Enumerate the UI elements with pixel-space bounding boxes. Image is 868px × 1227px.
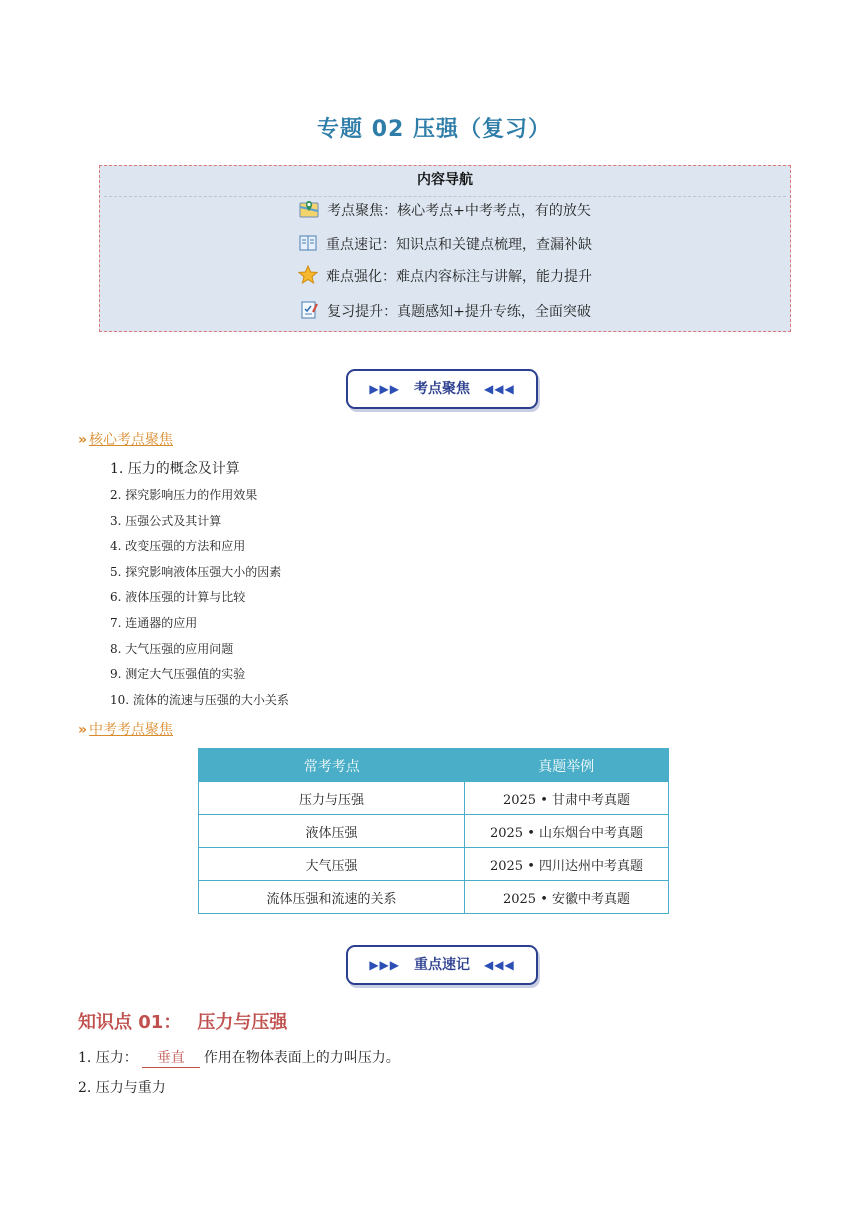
page-title: 专题 02 压强（复习） xyxy=(317,117,551,142)
map-pin-icon xyxy=(299,199,319,219)
list-item: 8. 大气压强的应用问题 xyxy=(110,641,234,656)
core-topic-list xyxy=(110,455,289,713)
table-header-cell: 真题举例 xyxy=(465,749,669,783)
arrow-right-icon: ▶▶▶ xyxy=(369,958,400,972)
table-cell: 液体压强 xyxy=(199,815,465,848)
section-badge-memo xyxy=(346,945,538,985)
arrow-left-icon: ◀◀◀ xyxy=(484,958,515,972)
arrow-right-icon: ▶▶▶ xyxy=(369,382,400,396)
table-cell: 2025 • 甘肃中考真题 xyxy=(465,782,669,815)
list-item: 7. 连通器的应用 xyxy=(110,615,198,630)
para-suffix: 作用在物体表面上的力叫压力。 xyxy=(203,1050,400,1066)
section-badge-focus xyxy=(346,369,538,409)
table-row xyxy=(199,815,669,848)
table-header-cell: 常考考点 xyxy=(199,749,465,783)
exam-section-heading xyxy=(78,719,173,739)
arrow-left-icon: ◀◀◀ xyxy=(484,382,515,396)
table-cell: 流体压强和流速的关系 xyxy=(266,891,397,907)
knowledge-paragraph-2: 2. 压力与重力 xyxy=(78,1080,166,1096)
list-item: 5. 探究影响液体压强大小的因素 xyxy=(110,564,282,579)
table-row xyxy=(199,782,669,815)
checklist-icon xyxy=(299,300,319,320)
nav-item-text: 难点强化：难点内容标注与讲解，能力提升 xyxy=(326,269,592,285)
core-section-label: 核心考点聚焦 xyxy=(89,432,174,448)
nav-item-focus xyxy=(100,198,790,224)
badge-label: 考点聚焦 xyxy=(414,381,470,397)
double-chevron-icon: » xyxy=(78,722,88,738)
table-cell: 2025 • 四川达州中考真题 xyxy=(465,848,669,881)
knowledge-paragraph-1 xyxy=(78,1047,400,1068)
para-prefix: 1. 压力： xyxy=(78,1050,138,1066)
list-item: 10. 流体的流速与压强的大小关系 xyxy=(110,692,289,707)
table-row xyxy=(199,881,669,914)
list-item: 4. 改变压强的方法和应用 xyxy=(110,539,246,554)
table-header-row xyxy=(199,749,669,783)
table-cell: 2025 • 山东烟台中考真题 xyxy=(465,815,669,848)
knowledge-point-heading xyxy=(78,1008,287,1034)
table-row xyxy=(199,848,669,881)
table-cell: 2025 • 安徽中考真题 xyxy=(465,881,669,914)
list-item: 6. 液体压强的计算与比较 xyxy=(110,590,246,605)
list-item: 3. 压强公式及其计算 xyxy=(110,513,222,528)
list-item: 9. 测定大气压强值的实验 xyxy=(110,667,246,682)
nav-item-text: 复习提升：真题感知+提升专练，全面突破 xyxy=(327,304,591,320)
exam-section-label: 中考考点聚焦 xyxy=(89,722,174,738)
nav-divider xyxy=(104,196,786,197)
knowledge-point-number: 知识点 01： xyxy=(78,1012,182,1033)
list-item: 1. 压力的概念及计算 xyxy=(110,461,240,477)
exam-topics-table xyxy=(198,748,669,914)
knowledge-point-title: 压力与压强 xyxy=(197,1012,288,1033)
table-cell: 大气压强 xyxy=(199,848,465,881)
list-item: 2. 探究影响压力的作用效果 xyxy=(110,488,258,502)
double-chevron-icon: » xyxy=(78,432,88,448)
badge-label: 重点速记 xyxy=(414,957,470,973)
fill-blank-answer: 垂直 xyxy=(142,1047,200,1068)
book-icon xyxy=(298,233,318,253)
nav-item-text: 考点聚焦：核心考点+中考考点，有的放矢 xyxy=(327,203,591,219)
nav-item-memo xyxy=(100,232,790,258)
table-cell: 压力与压强 xyxy=(199,782,465,815)
nav-item-review xyxy=(100,299,790,325)
nav-item-text: 重点速记：知识点和关键点梳理，查漏补缺 xyxy=(326,237,592,253)
nav-item-difficult xyxy=(100,264,790,290)
nav-heading: 内容导航 xyxy=(417,172,473,188)
content-navigation-box xyxy=(99,165,791,332)
star-icon xyxy=(298,265,318,285)
core-section-heading xyxy=(78,429,173,449)
